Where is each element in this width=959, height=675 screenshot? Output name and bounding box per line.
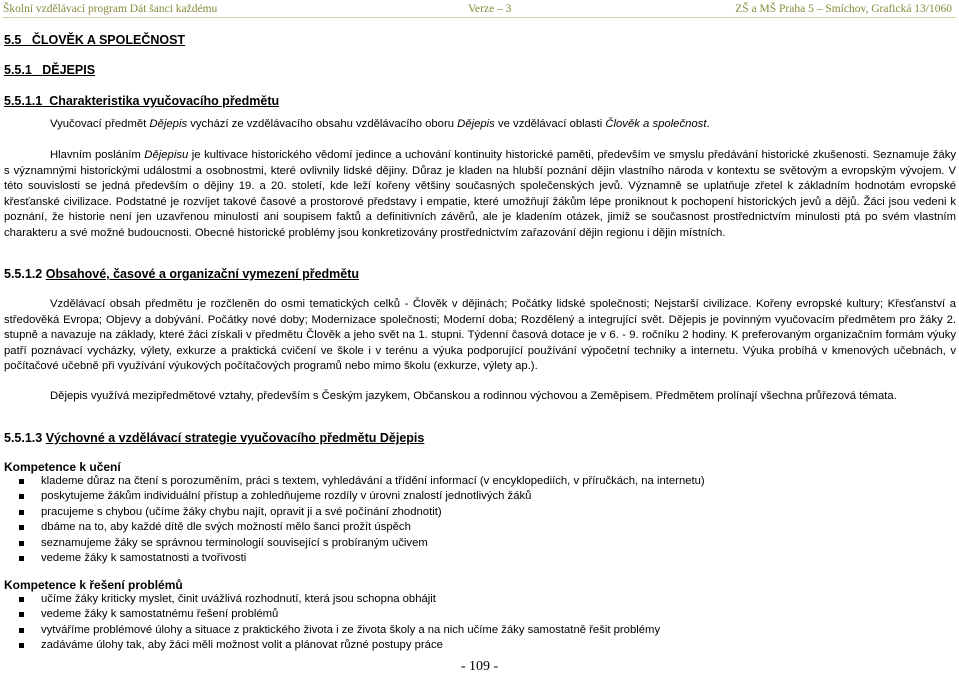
bullet-icon: [19, 597, 24, 602]
list-item: vedeme žáky k samostatnosti a tvořivosti: [4, 551, 944, 566]
heading-section-2: [4, 267, 359, 281]
competence-learning-title: Kompetence k učení: [4, 460, 121, 474]
bullet-icon: [19, 556, 24, 561]
heading-level-1: [4, 33, 185, 47]
list-item: klademe důraz na čtení s porozuměním, práci s textem, vyhledávání a třídění informací (v encyklopediích, v příručkách, na internetu): [4, 474, 944, 489]
characteristics-paragraph: Hlavním posláním Dějepisu je kultivace historického vědomí jedince a uchování kontinuity historické paměti, především ve smyslu předávání historické zkušenosti. Seznamuje žáky s významnými historickými událostmi a osobnostmi, které ovlivnily lidské dějiny. Důraz je kladen na hlubší poznání dějin vlastního národa v kontextu se světovým a evropským vývojem. V této souvislosti se jedná především o dějiny 19. a 20. století, kde leží kořeny většiny současných společenských jevů. Významně se uplatňuje zřetel k základním hodnotám evropské křesťanské civilizace. Podstatné je rozvíjet takové časové a prostorové představy i empatie, které umožňují žákům lépe proniknout k pochopení historických jevů a dějů. Žáci jsou vedeni k poznání, že historie není jen uzavřenou minulostí ani soupisem faktů a definitivních závěrů, ale je kladením otázek, jimiž se současnost prostřednictvím minulosti ptá po svém vlastním charakteru a své možné budoucnosti. Obecné historické problémy jsou konkretizovány prostřednictvím zařazování dějin regionu i dějin místních.: [4, 149, 956, 239]
heading-1-text: ČLOVĚK A SPOLEČNOST: [31, 33, 186, 47]
list-item: zadáváme úlohy tak, aby žáci měli možnost volit a plánovat různé postupy práce: [4, 638, 944, 653]
page-number: - 109 -: [460, 659, 499, 674]
heading-1-number: 5.5: [4, 33, 22, 47]
section-2-number: 5.5.1.2: [4, 267, 43, 281]
section-3-title: Výchovné a vzdělávací strategie vyučovacího předmětu Dějepis: [45, 431, 425, 445]
list-item: poskytujeme žákům individuální přístup a zohledňujeme rozdíly v úrovni znalostí jednotlivých žáků: [4, 489, 944, 504]
bullet-icon: [19, 628, 24, 633]
heading-3-text: Charakteristika vyučovacího předmětu: [49, 94, 280, 108]
header-school-program: Školní vzdělávací program Dát šanci každému: [3, 3, 218, 15]
section-2-title: Obsahové, časové a organizační vymezení předmětu: [45, 267, 360, 281]
competence-problem-solving-list: [4, 592, 944, 654]
heading-2-number: 5.5.1: [4, 63, 32, 77]
list-item: vedeme žáky k samostatnému řešení problémů: [4, 607, 944, 622]
content-definition-paragraph: Vzdělávací obsah předmětu je rozčleněn do osmi tematických celků - Člověk v dějinách; Počátky lidské společnosti; Nejstarší civilizace. Kořeny evropské kultury; Křesťanství a středověká Evropa; Objevy a dobývání. Počátky nové doby; Modernizace společnosti; Moderní doba; Rozdělený a integrující svět. Dějepis je povinným vyučovacím předmětem pro žáky 2. stupně a navazuje na základy, které žáci získali v předmětu Člověk a jeho svět na 1. stupni. Týdenní časová dotace je v 6. - 9. ročníku 2 hodiny. K preferovaným organizačním formám výuky patří poznávací vycházky, výlety, exkurze a praktická cvičení ve škole i v terénu a výuka podporující používání výpočetní techniky a internetu. Výuka probíhá v kmenových učebnách, v počítačové učebně při využívání výukových počítačových programů nebo mimo školu (exkurze, výlety ap.).: [4, 298, 956, 373]
bullet-icon: [19, 643, 24, 648]
page-header: [3, 3, 956, 18]
list-item: seznamujeme žáky se správnou terminologií související s probíraným učivem: [4, 536, 944, 551]
heading-2-text: DĚJEPIS: [42, 63, 96, 77]
competence-learning-list: [4, 474, 944, 566]
section-3-number: 5.5.1.3: [4, 431, 43, 445]
list-item: vytváříme problémové úlohy a situace z praktického života i ze života školy a na nich učíme žáky samostatně řešit problémy: [4, 623, 944, 638]
list-item: pracujeme s chybou (učíme žáky chybu najít, opravit ji a své počínání zhodnotit): [4, 505, 944, 520]
bullet-icon: [19, 494, 24, 499]
intro-paragraph: Vyučovací předmět Dějepis vychází ze vzdělávacího obsahu vzdělávacího oboru Dějepis ve vzdělávací oblasti Člověk a společnost.: [50, 118, 710, 130]
heading-section-3: [4, 431, 424, 445]
bullet-icon: [19, 510, 24, 515]
header-version: Verze – 3: [468, 3, 512, 15]
list-item: dbáme na to, aby každé dítě dle svých možností mělo šanci prožít úspěch: [4, 520, 944, 535]
competence-problem-solving-title: Kompetence k řešení problémů: [4, 578, 183, 592]
heading-3-number: 5.5.1.1: [4, 94, 43, 108]
cross-curricular-paragraph: Dějepis využívá mezipředmětové vztahy, především s Českým jazykem, Občanskou a rodinnou výchovou a Zeměpisem. Předmětem prolínají všechna průřezová témata.: [50, 390, 897, 402]
bullet-icon: [19, 541, 24, 546]
header-school-address: ZŠ a MŠ Praha 5 – Smíchov, Grafická 13/1060: [735, 3, 952, 15]
list-item: učíme žáky kriticky myslet, činit uvážlivá rozhodnutí, která jsou schopna obhájit: [4, 592, 944, 607]
bullet-icon: [19, 479, 24, 484]
bullet-icon: [19, 525, 24, 530]
heading-level-2: [4, 63, 95, 77]
heading-level-3: [4, 94, 279, 108]
bullet-icon: [19, 612, 24, 617]
